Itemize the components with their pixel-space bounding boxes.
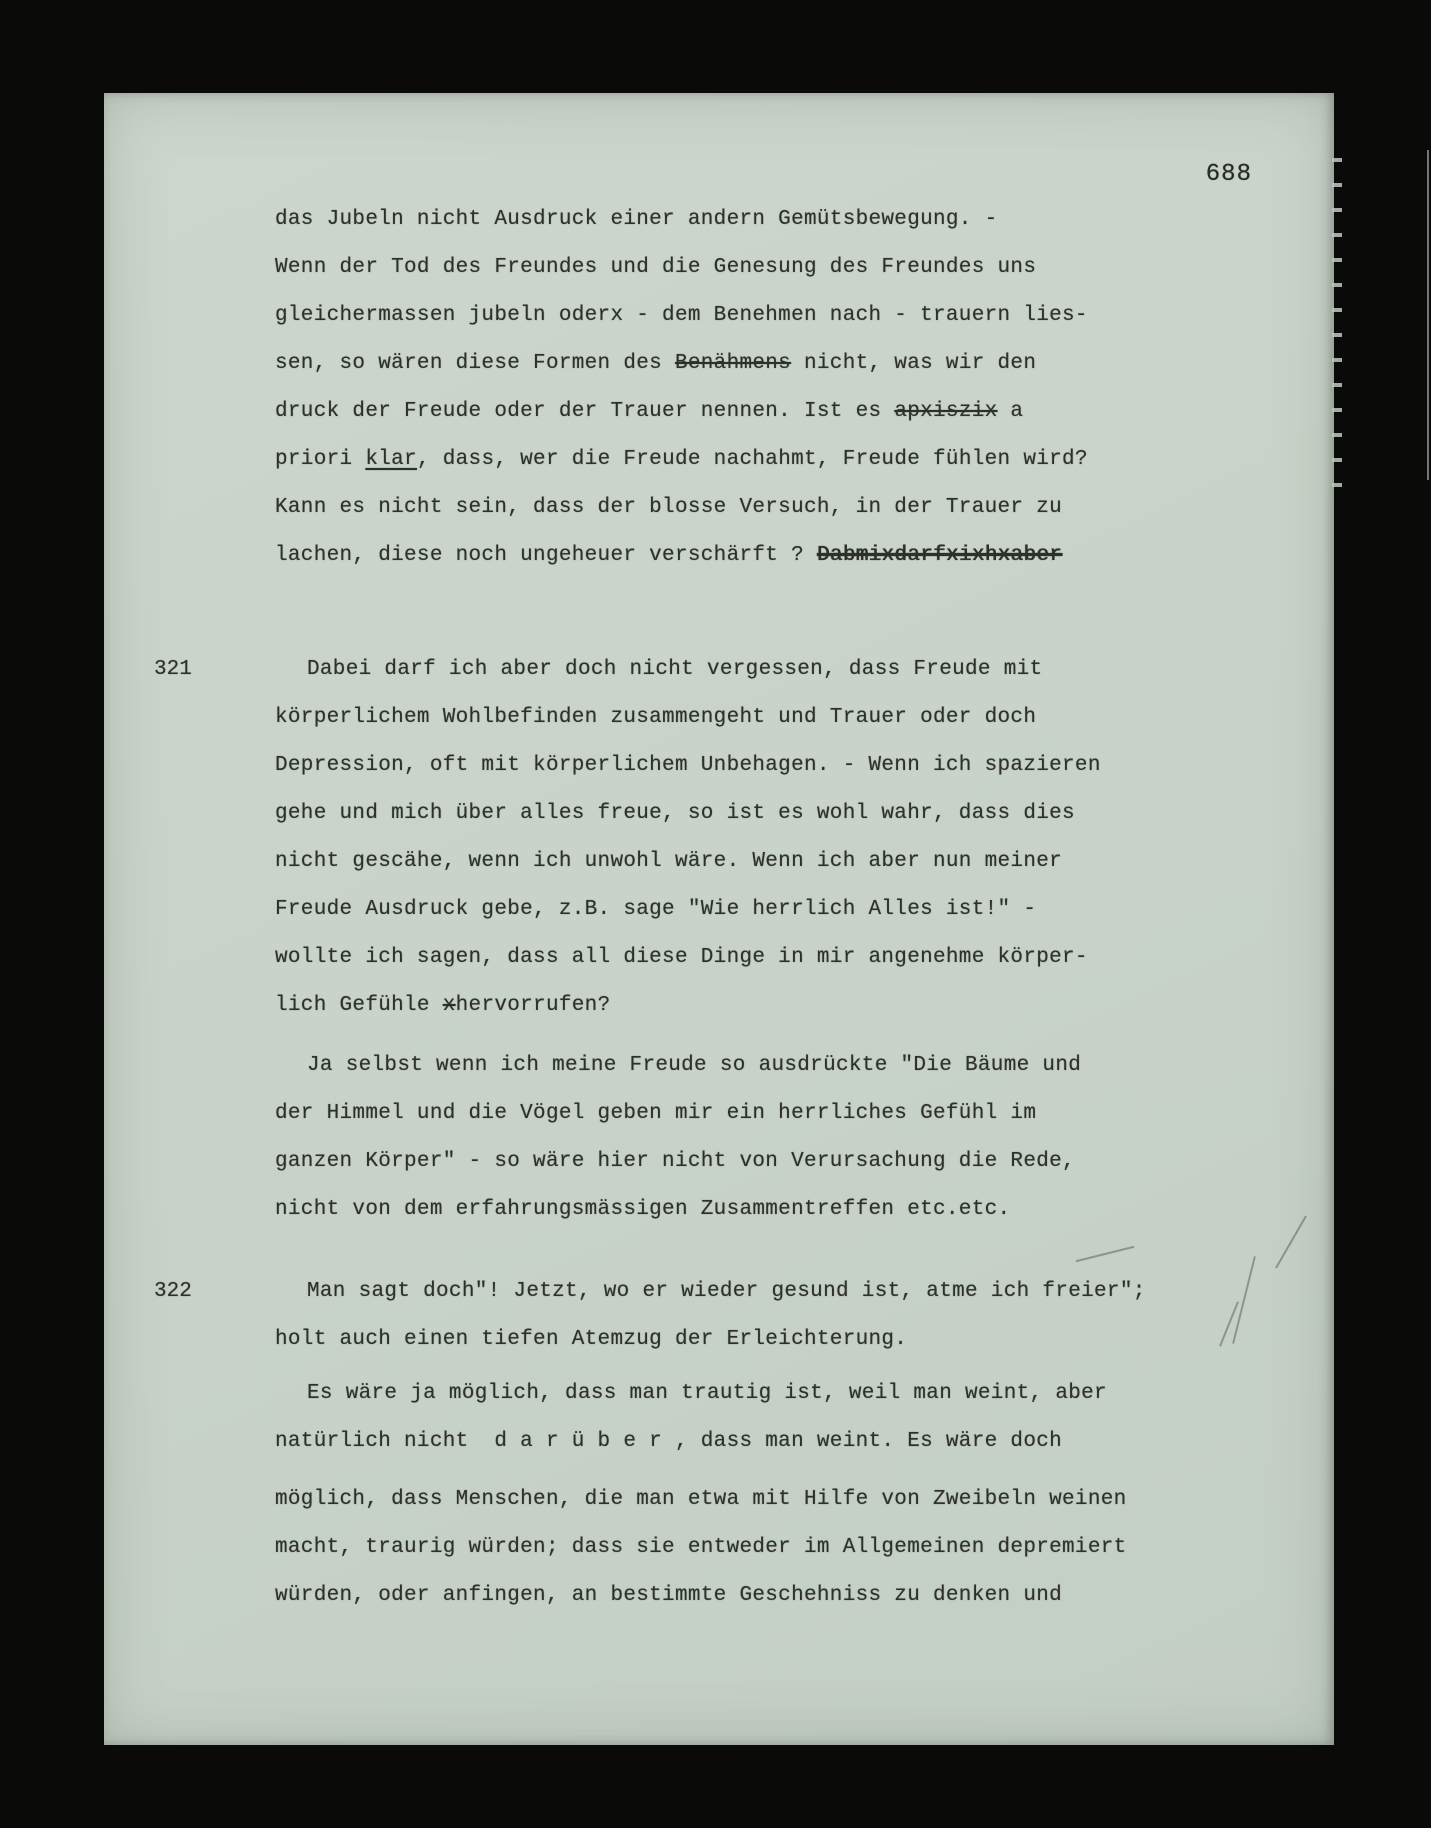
text-line [275,1524,1175,1572]
paragraph-block [275,1370,1175,1466]
text-segment: gehe und mich über alles freue, so ist es wohl wahr, dass dies [275,802,1075,825]
text-line [275,532,1175,580]
text-segment: , dass, wer die Freude nachahmt, Freude fühlen wird? [416,448,1088,471]
text-segment: ganzen Körper" - so wäre hier nicht von Verursachung die Rede, [275,1150,1075,1173]
text-line [275,196,1175,244]
text-segment: der Himmel und die Vögel geben mir ein herrliches Gefühl im [275,1102,1037,1125]
text-segment: nicht, was wir den [791,352,1037,375]
text-segment: lachen, diese noch ungeheuer verschärft ? [275,544,817,567]
text-segment: macht, traurig würden; dass sie entweder im Allgemeinen depremiert [275,1536,1127,1559]
text-segment: hervorrufen? [455,994,611,1017]
text-segment: Freude Ausdruck gebe, z.B. sage "Wie herrlich Alles ist!" - [275,898,1037,921]
text-segment: Ja selbst wenn ich meine Freude so ausdrückte "Die Bäume und [307,1054,1082,1077]
text-segment: a [997,400,1024,423]
text-line [275,646,1175,694]
text-line [275,838,1175,886]
text-line [275,1418,1175,1466]
text-segment: holt auch einen tiefen Atemzug der Erleichterung. [275,1328,908,1351]
text-line [275,694,1175,742]
text-segment: gleichermassen jubeln oderx - dem Benehmen nach - trauern lies- [275,304,1088,327]
text-line [275,388,1175,436]
text-segment: das Jubeln nicht Ausdruck einer andern Gemütsbewegung. - [275,208,998,231]
text-line [275,934,1175,982]
binding-perforation-marks [1332,158,1342,488]
paragraph-block [154,1268,1175,1364]
text-line [275,1090,1175,1138]
paragraph-block [275,1476,1175,1620]
remark-number: 321 [154,658,192,681]
paragraph-block [154,646,1175,1030]
text-line [275,436,1175,484]
text-line [275,742,1175,790]
text-segment-underline: klar [365,448,417,471]
text-line [275,790,1175,838]
text-segment: wollte ich sagen, dass all diese Dinge in mir angenehme körper- [275,946,1088,969]
text-segment-strike: Benähmens [674,352,792,375]
text-segment: nicht von dem erfahrungsmässigen Zusammentreffen etc.etc. [275,1198,1011,1221]
typescript-page [104,93,1334,1745]
paragraph-block [275,1042,1175,1234]
text-line [275,1572,1175,1620]
text-segment-strike: x [442,994,456,1017]
text-segment: Man sagt doch"! Jetzt, wo er wieder gesund ist, atme ich freier"; [307,1280,1146,1303]
text-segment: Dabei darf ich aber doch nicht vergessen, dass Freude mit [307,658,1043,681]
text-line [275,484,1175,532]
text-segment: natürlich nicht d a r ü b e r , dass man weint. Es wäre doch [275,1430,1063,1453]
text-segment: Kann es nicht sein, dass der blosse Versuch, in der Trauer zu [275,496,1063,519]
text-segment: priori [275,448,366,471]
adjacent-sheet-edge [1427,150,1429,480]
text-segment-strike-heavy: Dabmixdarfxixhxaber [816,544,1063,567]
text-segment: Es wäre ja möglich, dass man trautig ist, weil man weint, aber [307,1382,1107,1405]
text-line [275,340,1175,388]
text-segment: sen, so wären diese Formen des [275,352,675,375]
paragraph-block [275,196,1175,580]
text-segment: druck der Freude oder der Trauer nennen. Ist es [275,400,895,423]
text-column [154,196,1175,1620]
text-line [275,1186,1175,1234]
text-segment: nicht gescähe, wenn ich unwohl wäre. Wenn ich aber nun meiner [275,850,1063,873]
text-line [275,292,1175,340]
text-segment: Wenn der Tod des Freundes und die Genesung des Freundes uns [275,256,1037,279]
text-line [275,1138,1175,1186]
text-line [275,1476,1175,1524]
text-line [275,1268,1175,1316]
text-line [275,1370,1175,1418]
page-number: 688 [1205,161,1252,188]
text-segment: möglich, dass Menschen, die man etwa mit Hilfe von Zweibeln weinen [275,1488,1127,1511]
text-segment: Depression, oft mit körperlichem Unbehagen. - Wenn ich spazieren [275,754,1101,777]
text-segment-strike: apxiszix [894,400,998,423]
text-line [275,886,1175,934]
remark-number: 322 [154,1280,192,1303]
text-segment: körperlichem Wohlbefinden zusammengeht und Trauer oder doch [275,706,1037,729]
text-line [275,1316,1175,1364]
text-segment: würden, oder anfingen, an bestimmte Geschehniss zu denken und [275,1584,1063,1607]
text-line [275,1042,1175,1090]
text-line [275,244,1175,292]
text-line [275,982,1175,1030]
text-segment: lich Gefühle [275,994,443,1017]
